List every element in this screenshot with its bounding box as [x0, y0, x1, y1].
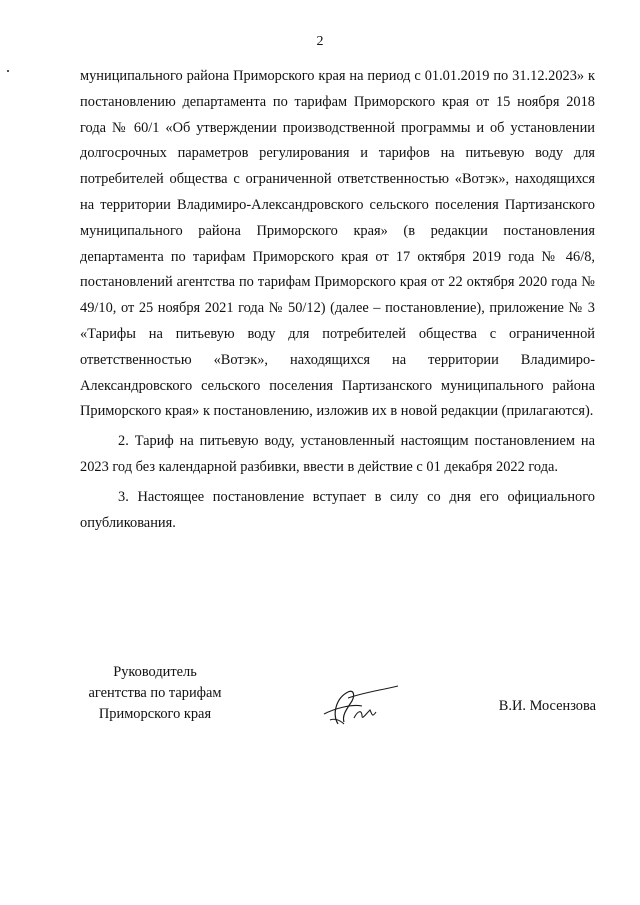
- signatory-name: В.И. Мосензова: [498, 698, 596, 714]
- signatory-title-line-1: Руководитель: [113, 664, 197, 680]
- paragraph-1: муниципального района Приморского края на период с 01.01.2019 по 31.12.2023» к постановлению департамента по тарифам Приморского края от 15 ноября 2018 года № 60/1 «Об утверждении производственной программы и об установлении долгосрочных параметров регулирования и тарифов на питьевую воду для потребителей общества с ограниченной ответственностью «Вотэк», находящихся на территории Владимиро-Александровского сельского поселения Партизанского муниципального района Приморского края» (в редакции постановления департамента по тарифам Приморского края от 17 октября 2019 года № 46/8, постановлений агентства по тарифам Приморского края от 22 октября 2020 года № 49/10, от 25 ноября 2021 года № 50/12) (далее – постановление), приложение № 3 «Тарифы на питьевую воду для потребителей общества с ограниченной ответственностью «Вотэк», находящихся на территории Владимиро-Александровского сельского поселения Партизанского муниципального района Приморского края» к постановлению, изложив их в новой редакции (прилагаются).: [80, 68, 595, 420]
- signatory-title-line-2: агентства по тарифам: [88, 685, 222, 701]
- paragraph-3: 3. Настоящее постановление вступает в силу со дня его официального опубликования.: [80, 488, 595, 531]
- paragraph-2: 2. Тариф на питьевую воду, установленный настоящим постановлением на 2023 год без календарной разбивки, ввести в действие с 01 декабря 2022 года.: [80, 433, 595, 475]
- scan-speck: [7, 70, 9, 72]
- handwritten-signature: [318, 684, 402, 730]
- page-number: 2: [316, 34, 324, 49]
- signatory-title: [80, 662, 230, 725]
- signatory-title-line-3: Приморского края: [98, 706, 212, 722]
- document-body: [80, 64, 595, 536]
